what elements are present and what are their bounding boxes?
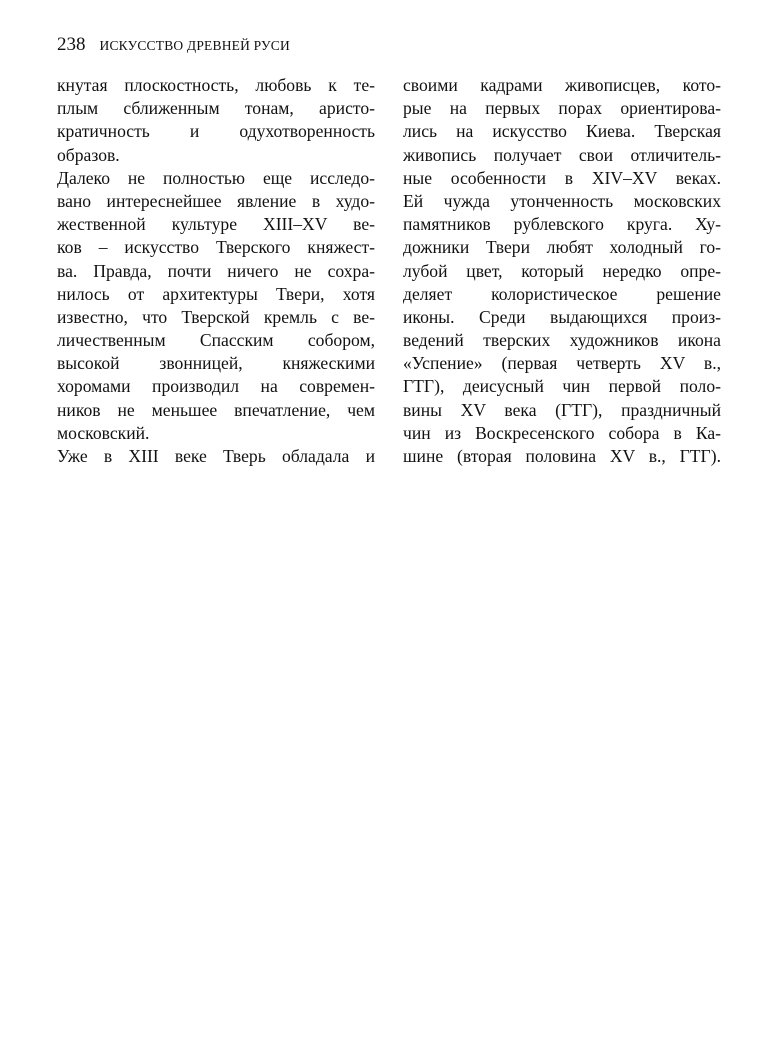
text-line: шине (вторая половина XV в., ГТГ). xyxy=(403,446,721,466)
text-line: дожники Твери любят холодный го- xyxy=(403,237,721,258)
text-line: ков – искусство Тверского княжест- xyxy=(57,237,375,258)
text-line: личественным Спасским собором, xyxy=(57,330,375,351)
text-line: высокой звонницей, княжескими xyxy=(57,353,375,374)
text-line: иконы. Среди выдающихся произ- xyxy=(403,306,721,327)
text-line: образов. xyxy=(57,144,120,165)
text-line: московский. xyxy=(57,422,150,443)
text-line: деляет колористическое решение xyxy=(403,283,721,304)
text-line: лись на искусство Киева. Тверская xyxy=(403,121,721,142)
text-line: вины XV века (ГТГ), праздничный xyxy=(403,399,721,420)
text-line: кратичность и одухотворенность xyxy=(57,121,375,142)
text-line: ведений тверских художников икона xyxy=(403,330,721,351)
text-line: ников не меньшее впечатление, чем xyxy=(57,399,375,420)
text-column-left xyxy=(57,74,375,468)
text-line: памятников рублевского круга. Ху- xyxy=(403,214,721,235)
text-line: нилось от архитектуры Твери, хотя xyxy=(57,283,375,304)
text-line: «Успение» (первая четверть XV в., xyxy=(403,353,721,374)
text-column-right xyxy=(403,74,721,468)
text-line: живопись получает свои отличитель- xyxy=(403,144,721,165)
text-line: своими кадрами живописцев, кото- xyxy=(403,75,721,95)
text-line: вано интереснейшее явление в худо- xyxy=(57,190,375,211)
text-line: хоромами производил на современ- xyxy=(57,376,375,397)
text-line: жественной культуре XIII–XV ве- xyxy=(57,214,375,235)
text-line: известно, что Тверской кремль с ве- xyxy=(57,306,375,327)
text-line: чин из Воскресенского собора в Ка- xyxy=(403,422,721,443)
text-line: Уже в XIII веке Тверь обладала и xyxy=(57,446,375,466)
text-line: Далеко не полностью еще исследо- xyxy=(57,167,375,188)
text-line: кнутая плоскостность, любовь к те- xyxy=(57,75,375,95)
text-line: лубой цвет, который нередко опре- xyxy=(403,260,721,281)
text-line: плым сближенным тонам, аристо- xyxy=(57,98,375,119)
page-number: 238 xyxy=(57,34,86,55)
text-line: ГТГ), деисусный чин первой поло- xyxy=(403,376,721,397)
text-line: ва. Правда, почти ничего не сохра- xyxy=(57,260,375,281)
text-line: рые на первых порах ориентирова- xyxy=(403,98,721,119)
text-line: ные особенности в XIV–XV веках. xyxy=(403,167,721,188)
running-head xyxy=(57,34,290,60)
running-title: ИСКУССТВО ДРЕВНЕЙ РУСИ xyxy=(99,38,290,53)
text-line: Ей чужда утонченность московских xyxy=(403,190,721,211)
